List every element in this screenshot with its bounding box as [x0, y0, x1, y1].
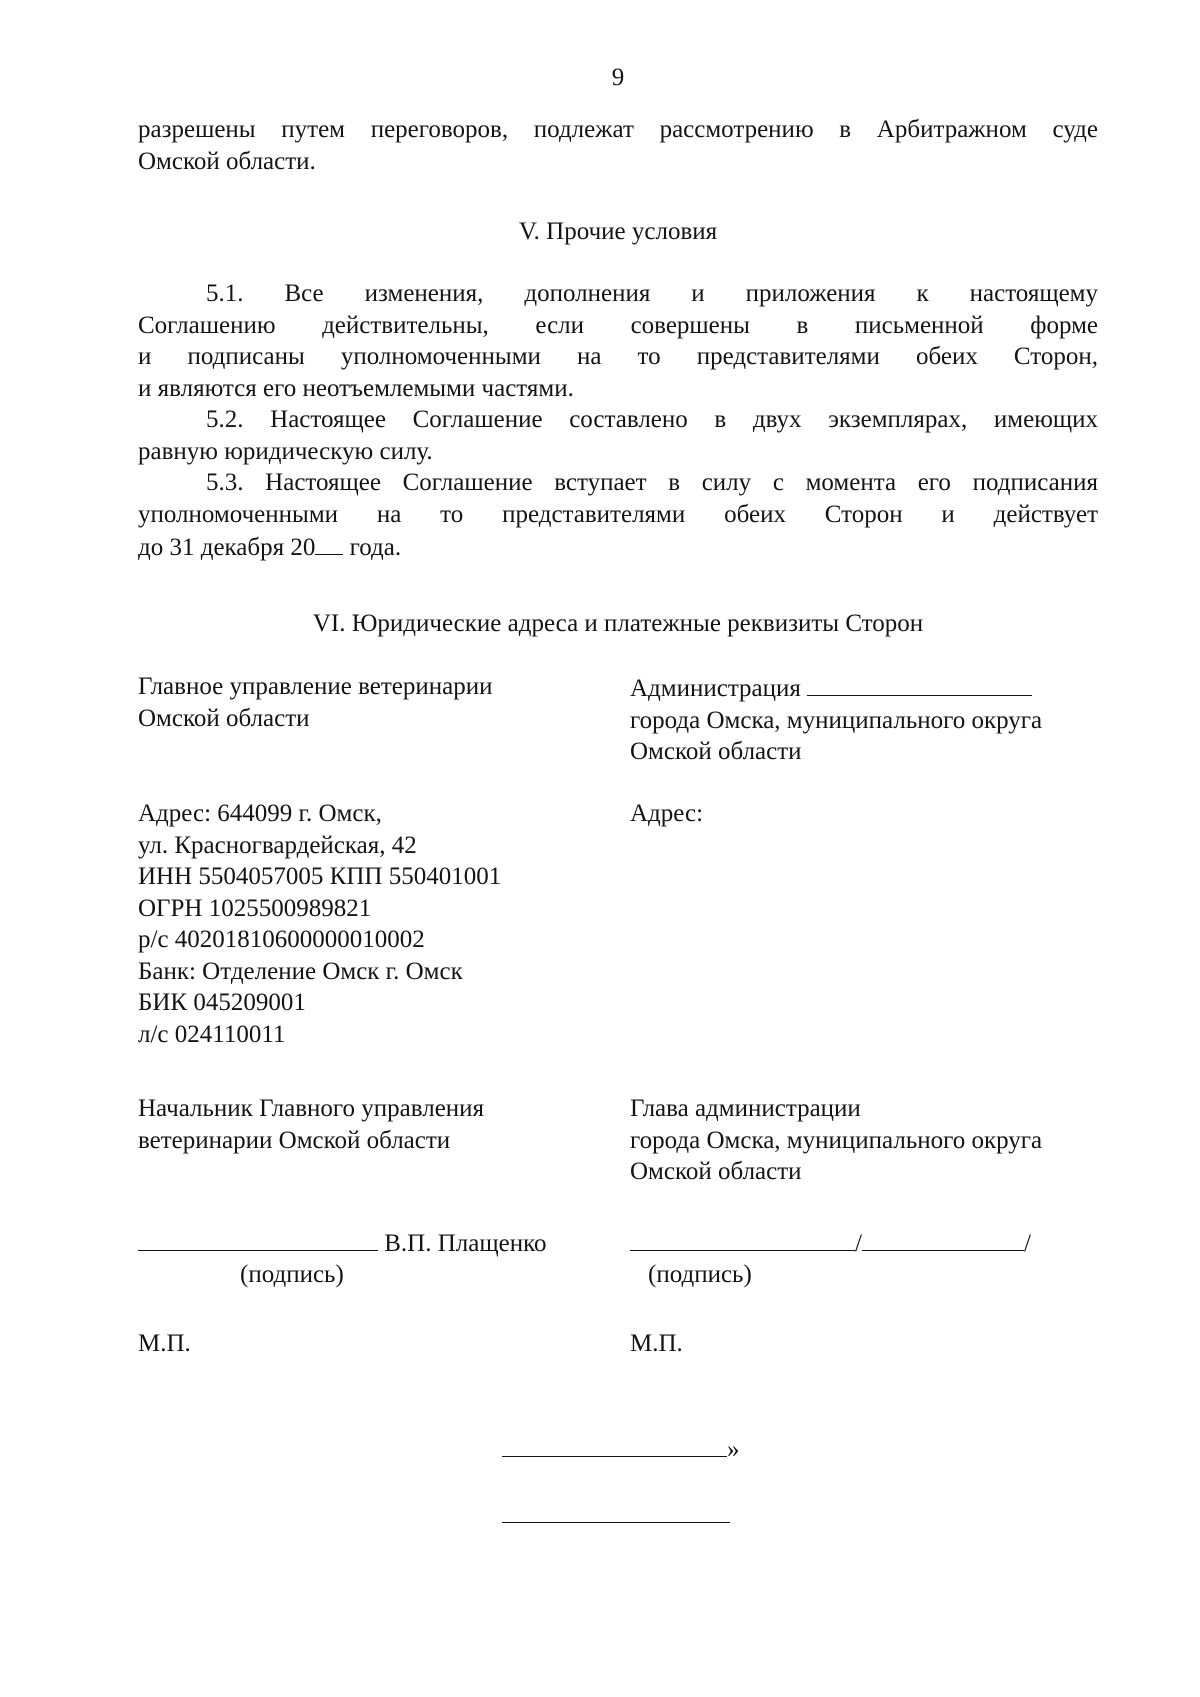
clause-5-3 — [138, 467, 1098, 564]
signer-line: Начальник Главного управления — [138, 1095, 485, 1122]
right-party-name-line — [630, 671, 1042, 705]
clause-5-1 — [138, 278, 1098, 404]
closing-blank — [502, 1432, 727, 1457]
closing-line — [502, 1432, 740, 1466]
left-signer-title — [138, 1093, 484, 1156]
closing-quote: » — [727, 1436, 740, 1463]
left-stamp-label: М.П. — [138, 1330, 191, 1357]
detail-line: ул. Красногвардейская, 42 — [138, 831, 417, 859]
signature-blank — [630, 1226, 855, 1251]
left-party-name — [138, 671, 493, 734]
detail-line: ОГРН 1025500989821 — [138, 894, 372, 922]
bottom-divider — [502, 1522, 730, 1523]
clause-line — [138, 530, 1098, 564]
closing-row — [502, 1432, 740, 1466]
clause-line: Соглашению действительны, если совершены в письменной форме — [138, 311, 1098, 339]
left-party-details — [138, 798, 501, 1050]
date-prefix: до 31 декабря 20 — [138, 534, 316, 561]
right-signature-row — [630, 1226, 1031, 1260]
section-6-heading: VI. Юридические адреса и платежные реквизиты Сторон — [312, 610, 924, 637]
intro-line: Омской области. — [138, 147, 316, 175]
left-party-name-line: Главное управление ветеринарии — [138, 673, 493, 700]
right-signature-caption: (подпись) — [648, 1261, 752, 1288]
intro-line: разрешены путем переговоров, подлежат рассмотрению в Арбитражном суде — [138, 116, 1098, 143]
clause-line: равную юридическую силу. — [138, 437, 433, 465]
right-signer-title — [630, 1093, 1042, 1188]
page-number: 9 — [611, 64, 625, 91]
intro-paragraph — [138, 114, 1098, 177]
date-suffix: года. — [343, 534, 402, 561]
detail-line: ИНН 5504057005 КПП 550401001 — [138, 863, 502, 890]
slash: / — [855, 1230, 862, 1257]
left-signature-row — [138, 1226, 546, 1260]
detail-line: БИК 045209001 — [138, 989, 306, 1016]
administration-blank — [807, 671, 1032, 696]
name-blank — [862, 1226, 1024, 1251]
signer-line: Глава администрации — [630, 1095, 861, 1122]
right-signature-line — [630, 1226, 1031, 1260]
left-party-name-line: Омской области — [138, 704, 310, 732]
signer-line: города Омска, муниципального округа — [630, 1126, 1043, 1154]
right-stamp-label: М.П. — [630, 1330, 683, 1357]
administration-label: Администрация — [630, 675, 801, 702]
detail-line: Адрес: 644099 г. Омск, — [138, 800, 382, 827]
signature-blank — [138, 1226, 378, 1251]
slash: / — [1023, 1230, 1031, 1257]
detail-line: Банк: Отделение Омск г. Омск — [138, 957, 463, 985]
detail-line: р/с 40201810600000010002 — [138, 926, 425, 953]
left-signature-caption: (подпись) — [240, 1261, 344, 1288]
clause-5-2 — [138, 404, 1098, 467]
clause-line: 5.1. Все изменения, дополнения и приложения к настоящему — [206, 280, 1098, 307]
section-5-heading: V. Прочие условия — [518, 218, 718, 245]
right-party-name — [630, 671, 1042, 768]
left-signature-line — [138, 1226, 546, 1260]
right-party-name-line: города Омска, муниципального округа — [630, 706, 1043, 734]
signer-name: В.П. Плащенко — [384, 1230, 547, 1257]
clause-line: 5.3. Настоящее Соглашение вступает в силу с момента его подписания — [206, 469, 1098, 496]
clause-line: и подписаны уполномоченными на то представителями обеих Сторон, — [138, 343, 1098, 370]
signer-line: Омской области — [630, 1158, 802, 1185]
clause-line: 5.2. Настоящее Соглашение составлено в двух экземплярах, имеющих — [206, 406, 1098, 433]
right-party-address: Адрес: — [630, 800, 704, 827]
clause-line: и являются его неотъемлемыми частями. — [138, 374, 574, 402]
detail-line: л/с 024110011 — [138, 1020, 286, 1048]
right-party-name-line: Омской области — [630, 738, 802, 765]
year-blank — [315, 530, 343, 555]
clause-line: уполномоченными на то представителями обеих Сторон и действует — [138, 500, 1098, 528]
signer-line: ветеринарии Омской области — [138, 1126, 451, 1154]
